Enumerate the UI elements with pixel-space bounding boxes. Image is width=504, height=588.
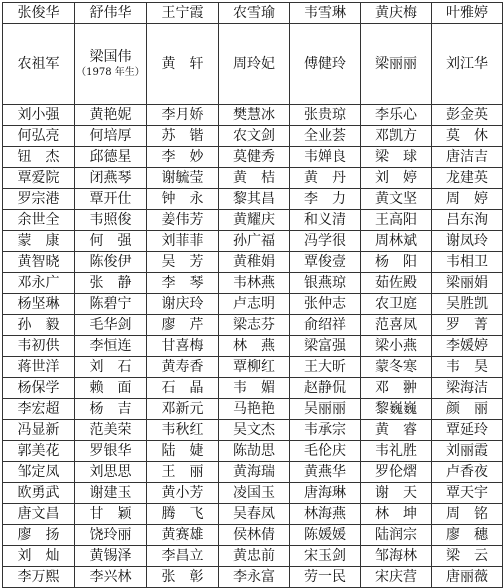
name-cell: 欧勇武 bbox=[3, 483, 75, 504]
name-cell: 张仲志 bbox=[290, 294, 361, 315]
table-row bbox=[3, 294, 503, 315]
table-row bbox=[3, 525, 503, 546]
name-cell: 宋庆营 bbox=[361, 567, 432, 588]
name-cell: 林 燕 bbox=[219, 336, 290, 357]
name-cell: 陈俊伊 bbox=[75, 252, 147, 273]
name-cell: 黄文坚 bbox=[361, 189, 432, 210]
name-cell: 王高阳 bbox=[361, 210, 432, 231]
name-cell: 杨保学 bbox=[3, 378, 75, 399]
name-cell: 刘小强 bbox=[3, 105, 75, 126]
name-cell: 李宏超 bbox=[3, 399, 75, 420]
name-cell: 唐文昌 bbox=[3, 504, 75, 525]
table-row bbox=[3, 462, 503, 483]
name-cell: 黄小芳 bbox=[147, 483, 219, 504]
name-cell: 饶玲丽 bbox=[75, 525, 147, 546]
name-cell: 劳一民 bbox=[290, 567, 361, 588]
name-cell: 黄燕华 bbox=[290, 462, 361, 483]
name-cell: 茹佐殿 bbox=[361, 273, 432, 294]
name-cell: 黄忠前 bbox=[219, 546, 290, 567]
name-cell: 廖 穗 bbox=[432, 525, 503, 546]
name-cell: 周玲妃 bbox=[219, 24, 290, 105]
name-cell: 刘思思 bbox=[75, 462, 147, 483]
name-cell: 傅健玲 bbox=[290, 24, 361, 105]
name-cell: 李昌立 bbox=[147, 546, 219, 567]
name-cell: 李兴林 bbox=[75, 567, 147, 588]
name-cell: 梁海洁 bbox=[432, 378, 503, 399]
name-cell: 俞绍祥 bbox=[290, 315, 361, 336]
name-cell: 吴 芳 bbox=[147, 252, 219, 273]
table-row bbox=[3, 231, 503, 252]
name-cell: 赵静侃 bbox=[290, 378, 361, 399]
name-cell: 孙广福 bbox=[219, 231, 290, 252]
name-cell: 刘 婷 bbox=[361, 168, 432, 189]
name-cell: 杨 吉 bbox=[75, 399, 147, 420]
table-row bbox=[3, 420, 503, 441]
name-cell: 钮 杰 bbox=[3, 147, 75, 168]
name-cell: 罗 菁 bbox=[432, 315, 503, 336]
name-cell: 李乐心 bbox=[361, 105, 432, 126]
name-cell: 吴文杰 bbox=[219, 420, 290, 441]
name-cell: 范喜凤 bbox=[361, 315, 432, 336]
name-cell: 王大昕 bbox=[290, 357, 361, 378]
name-cell: 腾 飞 bbox=[147, 504, 219, 525]
name-cell: 黄耀庆 bbox=[219, 210, 290, 231]
name-cell: 黄 睿 bbox=[361, 420, 432, 441]
name-cell: 周 铭 bbox=[432, 504, 503, 525]
name-cell: 刘菲菲 bbox=[147, 231, 219, 252]
table-row bbox=[3, 441, 503, 462]
name-cell: 莫健秀 bbox=[219, 147, 290, 168]
name-cell: 杨 阳 bbox=[361, 252, 432, 273]
name-cell: 梁丽丽 bbox=[361, 24, 432, 105]
name-cell: 钟 永 bbox=[147, 189, 219, 210]
name-cell: 赖 面 bbox=[75, 378, 147, 399]
name-cell: 邓 翀 bbox=[361, 378, 432, 399]
name-cell: 何弘亮 bbox=[3, 126, 75, 147]
name-cell: 冯显新 bbox=[3, 420, 75, 441]
name-cell: 黄 丹 bbox=[290, 168, 361, 189]
name-cell: 王 丽 bbox=[147, 462, 219, 483]
table-row bbox=[3, 546, 503, 567]
name-cell: 全业荟 bbox=[290, 126, 361, 147]
name-cell: 毛华剑 bbox=[75, 315, 147, 336]
name-cell: 谢凤玲 bbox=[432, 231, 503, 252]
table-row bbox=[3, 105, 503, 126]
name-cell: 叶雅婷 bbox=[432, 3, 503, 24]
name-cell: 张俊华 bbox=[3, 3, 75, 24]
name-cell: 黄寿香 bbox=[147, 357, 219, 378]
name-cell: 吕东洵 bbox=[432, 210, 503, 231]
table-row bbox=[3, 147, 503, 168]
name-cell: 舒伟华 bbox=[75, 3, 147, 24]
name-cell: 邹海林 bbox=[361, 546, 432, 567]
name-cell: 韦雪琳 bbox=[290, 3, 361, 24]
name-cell: 莫 休 bbox=[432, 126, 503, 147]
name-cell: 周 婷 bbox=[432, 189, 503, 210]
name-cell: 宋玉剑 bbox=[290, 546, 361, 567]
name-cell: 李媛婷 bbox=[432, 336, 503, 357]
name-cell: 覃柳红 bbox=[219, 357, 290, 378]
name-cell: 韦婵良 bbox=[290, 147, 361, 168]
name-cell: 吴春凤 bbox=[219, 504, 290, 525]
name-cell: 颜 丽 bbox=[432, 399, 503, 420]
name-cell: 郭美花 bbox=[3, 441, 75, 462]
name-cell: 邹定凤 bbox=[3, 462, 75, 483]
name-cell: 覃延玲 bbox=[432, 420, 503, 441]
name-cell: 韦秋红 bbox=[147, 420, 219, 441]
name-cell: 韦林燕 bbox=[219, 273, 290, 294]
name-cell: 农卫庭 bbox=[361, 294, 432, 315]
name-cell: 李万熙 bbox=[3, 567, 75, 588]
name-cell: 李 琴 bbox=[147, 273, 219, 294]
name-cell: 罗宗港 bbox=[3, 189, 75, 210]
name-cell: 谢毓莹 bbox=[147, 168, 219, 189]
table-row bbox=[3, 210, 503, 231]
name-cell: 韦相卫 bbox=[432, 252, 503, 273]
name-cell: 罗伦熠 bbox=[361, 462, 432, 483]
name-cell: 苏 锴 bbox=[147, 126, 219, 147]
name-cell: 陈劼思 bbox=[219, 441, 290, 462]
name-cell: 唐海琳 bbox=[290, 483, 361, 504]
name-cell: 黄 桔 bbox=[219, 168, 290, 189]
name-cell: 韦 媚 bbox=[219, 378, 290, 399]
name-cell: 刘 灿 bbox=[3, 546, 75, 567]
name-cell: 和义清 bbox=[290, 210, 361, 231]
name-cell: 范美荣 bbox=[75, 420, 147, 441]
name-cell: 覃俊壹 bbox=[290, 252, 361, 273]
name-cell: 林海燕 bbox=[290, 504, 361, 525]
name-cell: 陆润宗 bbox=[361, 525, 432, 546]
name-cell: 梁志芬 bbox=[219, 315, 290, 336]
name-cell: 林 坤 bbox=[361, 504, 432, 525]
name-cell: 陆 婕 bbox=[147, 441, 219, 462]
table-row bbox=[3, 252, 503, 273]
name-table bbox=[2, 2, 503, 588]
name-cell: 蒋世洋 bbox=[3, 357, 75, 378]
name-cell: 农文剑 bbox=[219, 126, 290, 147]
name-cell: 卢志明 bbox=[219, 294, 290, 315]
name-cell: 覃天宇 bbox=[432, 483, 503, 504]
name-cell: 廖 扬 bbox=[3, 525, 75, 546]
table-row bbox=[3, 168, 503, 189]
name-cell: 余世全 bbox=[3, 210, 75, 231]
table-row bbox=[3, 357, 503, 378]
name-cell: 吴胜凯 bbox=[432, 294, 503, 315]
name-cell: 黄庆梅 bbox=[361, 3, 432, 24]
name-cell: 黄锡泽 bbox=[75, 546, 147, 567]
name-cell: 马艳艳 bbox=[219, 399, 290, 420]
name-cell: 黄稚娟 bbox=[219, 252, 290, 273]
table-body bbox=[3, 3, 503, 588]
name-cell: 甘喜梅 bbox=[147, 336, 219, 357]
name-cell: 黄 轩 bbox=[147, 24, 219, 105]
table-row-header bbox=[3, 3, 503, 24]
name-cell: 周林斌 bbox=[361, 231, 432, 252]
name-cell: 谢 天 bbox=[361, 483, 432, 504]
name-cell: 梁小燕 bbox=[361, 336, 432, 357]
name-cell: 梁 球 bbox=[361, 147, 432, 168]
name-cell: 刘江华 bbox=[432, 24, 503, 105]
name-cell: 陈碧宁 bbox=[75, 294, 147, 315]
name-cell: 李 力 bbox=[290, 189, 361, 210]
table-row bbox=[3, 378, 503, 399]
name-cell: 邓新元 bbox=[147, 399, 219, 420]
table-row bbox=[3, 273, 503, 294]
name-cell: 谢庆玲 bbox=[147, 294, 219, 315]
name-cell: 卢香夜 bbox=[432, 462, 503, 483]
name-cell: 韦礼胜 bbox=[361, 441, 432, 462]
name-cell: 石 晶 bbox=[147, 378, 219, 399]
name-cell: 彭金英 bbox=[432, 105, 503, 126]
name-cell: 黄赛雄 bbox=[147, 525, 219, 546]
name-cell: 龙建英 bbox=[432, 168, 503, 189]
name-cell: 黄海瑞 bbox=[219, 462, 290, 483]
name-text: 梁国伟 bbox=[89, 49, 132, 65]
name-cell: 农祖军 bbox=[3, 24, 75, 105]
name-cell: 杨坚琳 bbox=[3, 294, 75, 315]
name-cell: 毛伦庆 bbox=[290, 441, 361, 462]
name-cell: 蒙 康 bbox=[3, 231, 75, 252]
name-cell: 黄艳妮 bbox=[75, 105, 147, 126]
name-cell: 刘 石 bbox=[75, 357, 147, 378]
name-cell: 何 强 bbox=[75, 231, 147, 252]
name-cell: 何培厚 bbox=[75, 126, 147, 147]
name-cell: 冯学很 bbox=[290, 231, 361, 252]
name-cell: 梁 云 bbox=[432, 546, 503, 567]
name-cell: 姜伟芳 bbox=[147, 210, 219, 231]
name-cell: 蒙冬寒 bbox=[361, 357, 432, 378]
name-cell: 邓凯方 bbox=[361, 126, 432, 147]
name-cell: 唐洁吉 bbox=[432, 147, 503, 168]
table-row bbox=[3, 399, 503, 420]
name-cell: 唐丽薇 bbox=[432, 567, 503, 588]
name-cell: 陈媛媛 bbox=[290, 525, 361, 546]
name-cell: 凌国玉 bbox=[219, 483, 290, 504]
name-cell: 韦照俊 bbox=[75, 210, 147, 231]
table-row bbox=[3, 567, 503, 588]
birth-year-note: （1978 年生） bbox=[76, 67, 145, 78]
table-row bbox=[3, 126, 503, 147]
name-cell: 邱德星 bbox=[75, 147, 147, 168]
name-cell: 韦承宗 bbox=[290, 420, 361, 441]
table-row bbox=[3, 483, 503, 504]
name-cell: 梁富强 bbox=[290, 336, 361, 357]
name-cell: 黎其昌 bbox=[219, 189, 290, 210]
name-cell: 韦 昊 bbox=[432, 357, 503, 378]
name-cell: 韦初供 bbox=[3, 336, 75, 357]
name-cell: 王宁霞 bbox=[147, 3, 219, 24]
table-row bbox=[3, 336, 503, 357]
name-cell: 黄智晓 bbox=[3, 252, 75, 273]
name-cell: 李 妙 bbox=[147, 147, 219, 168]
name-cell: 谢建玉 bbox=[75, 483, 147, 504]
name-cell: 侯林倩 bbox=[219, 525, 290, 546]
name-cell: 孙 毅 bbox=[3, 315, 75, 336]
name-cell: 李永富 bbox=[219, 567, 290, 588]
name-cell: 农雪瑜 bbox=[219, 3, 290, 24]
name-cell: 吴丽丽 bbox=[290, 399, 361, 420]
name-cell-with-note bbox=[75, 24, 147, 105]
name-cell: 李月娇 bbox=[147, 105, 219, 126]
name-cell: 黎巍巍 bbox=[361, 399, 432, 420]
table-row bbox=[3, 189, 503, 210]
name-cell: 张贵琼 bbox=[290, 105, 361, 126]
name-cell: 刘丽霞 bbox=[432, 441, 503, 462]
name-cell: 梁丽娟 bbox=[432, 273, 503, 294]
name-cell: 李恒连 bbox=[75, 336, 147, 357]
name-cell: 银燕琼 bbox=[290, 273, 361, 294]
name-cell: 闭燕琴 bbox=[75, 168, 147, 189]
name-cell: 张 静 bbox=[75, 273, 147, 294]
name-cell: 樊慧冰 bbox=[219, 105, 290, 126]
name-cell: 覃开仕 bbox=[75, 189, 147, 210]
table-row bbox=[3, 504, 503, 525]
table-row bbox=[3, 315, 503, 336]
name-cell: 邓永广 bbox=[3, 273, 75, 294]
table-row-second bbox=[3, 24, 503, 105]
name-cell: 张 彰 bbox=[147, 567, 219, 588]
name-cell: 罗银华 bbox=[75, 441, 147, 462]
name-cell: 廖 芹 bbox=[147, 315, 219, 336]
name-cell: 覃爱院 bbox=[3, 168, 75, 189]
name-cell: 甘 颖 bbox=[75, 504, 147, 525]
